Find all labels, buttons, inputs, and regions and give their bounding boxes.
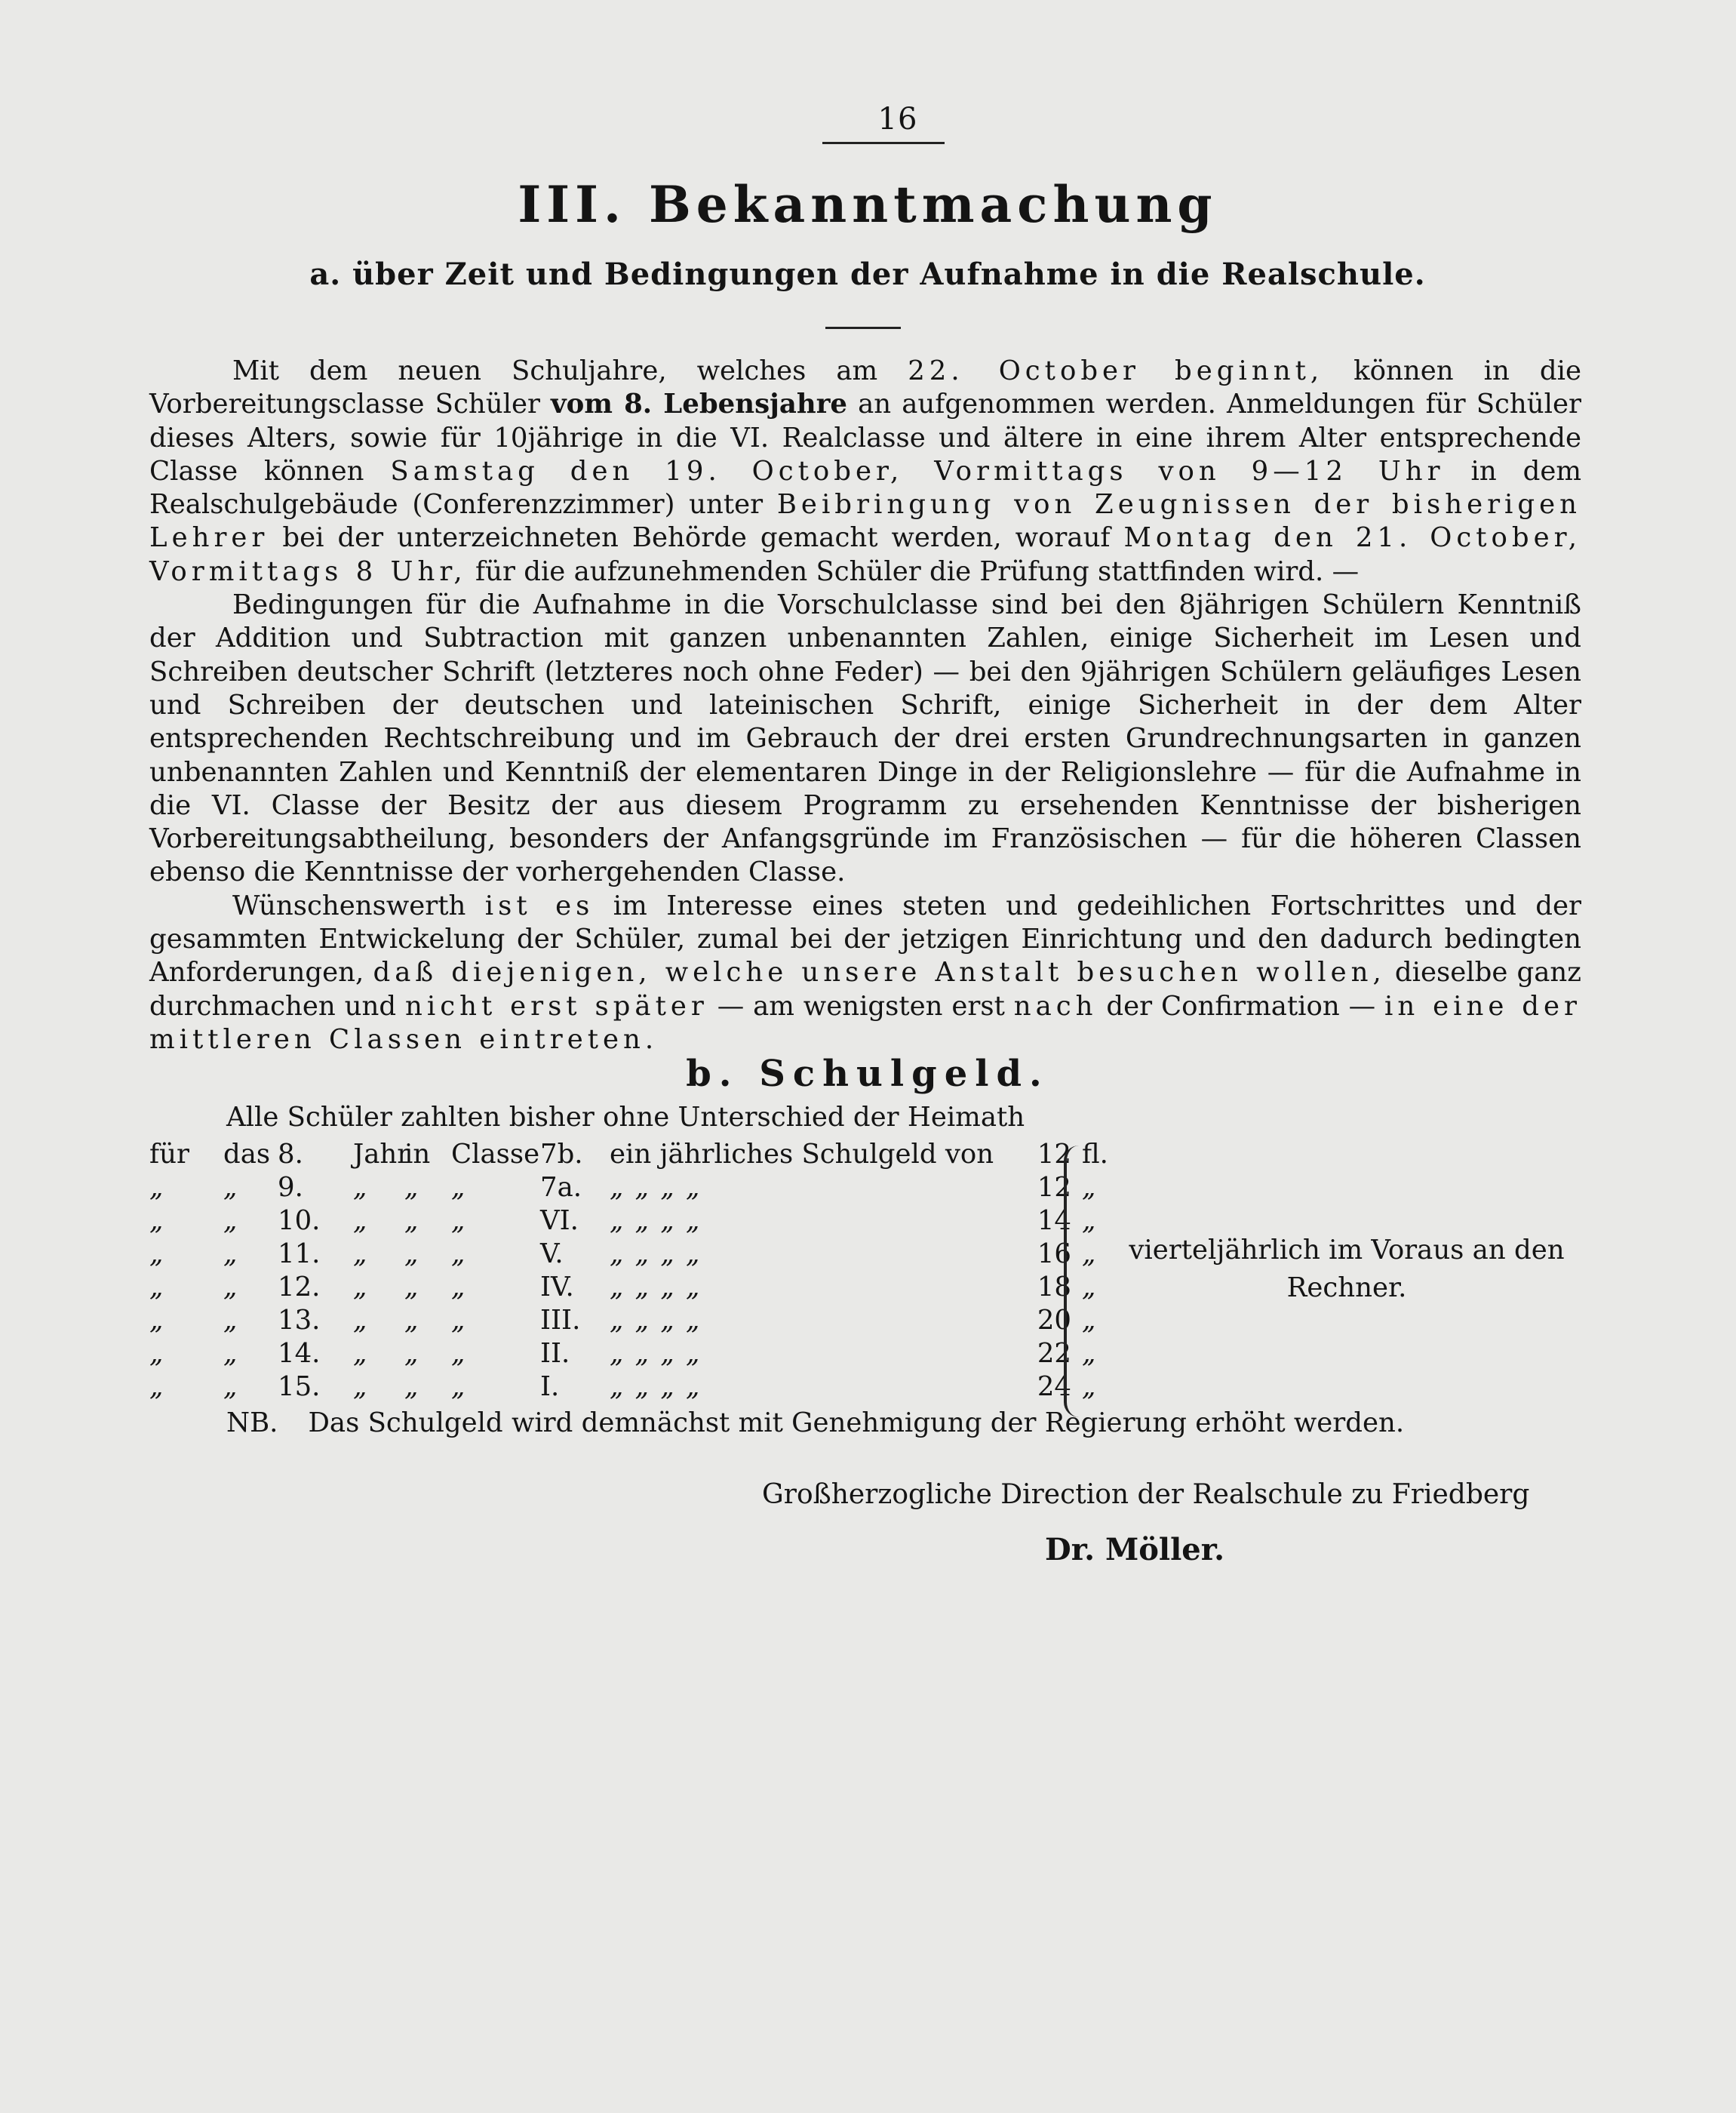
fee-row: für das 8. Jahr in Classe 7b. ein jährliches Schulgeld von 12 fl. [149,1139,1108,1170]
section-b-title: b. Schulgeld. [686,1053,1049,1095]
fee-intro: Alle Schüler zahlten bisher ohne Unterschied der Heimath [226,1102,1025,1133]
fee-row: „ „ 11. „ „ „ V. „ „ „ „ 16 „ [149,1238,1098,1269]
paragraph-admission: Mit dem neuen Schuljahre, welches am 22. October beginnt, können in die Vorbereitungsclasse Schüler vom 8. Lebensjahre an aufgenommen werden. Anmeldungen für Schüler dieses Alters, sowie für 10jährige in die VI. Realclasse und ältere in eine ihrem Alter entsprechende Classe können Samstag den 19. October, Vormittags von 9—12 Uhr in dem Realschulgebäude (Conferenzzimmer) unter Beibringung von Zeugnissen der bisherigen Lehrer bei der unterzeichneten Behörde gemacht werden, worauf Montag den 21. October, Vormittags 8 Uhr, für die aufzunehmenden Schüler die Prüfung stattfinden wird. — [149,355,1581,587]
title-divider [825,327,901,329]
fee-row: „ „ 10. „ „ „ VI. „ „ „ „ 14 „ [149,1205,1098,1236]
body-text [149,355,1581,1056]
page-number: 16 [877,102,918,137]
page-title: III. Bekanntmachung [518,175,1218,234]
section-a-subtitle: a. über Zeit und Bedingungen der Aufnahme in die Realschule. [309,257,1426,292]
page-number-rule [822,142,945,144]
nb-label: NB. [226,1407,278,1438]
fee-row: „ „ 12. „ „ „ IV. „ „ „ „ 18 „ [149,1272,1098,1303]
signature-name: Dr. Möller. [1045,1532,1225,1567]
fee-row: „ „ 14. „ „ „ II. „ „ „ „ 22 „ [149,1338,1098,1369]
signature-organization: Großherzogliche Direction der Realschule zu Friedberg [762,1479,1530,1510]
fee-row: „ „ 15. „ „ „ I. „ „ „ „ 24 „ [149,1371,1098,1402]
brace-note: vierteljährlich im Voraus an den Rechner. [1129,1235,1565,1303]
paragraph-recommendation: Wünschenswerth ist es im Interesse eines steten und gedeihlichen Fortschrittes und der gesammten Entwickelung der Schüler, zumal bei der jetzigen Einrichtung und den dadurch bedingten Anforderungen, daß diejenigen, welche unsere Anstalt besuchen wollen, dieselbe ganz durchmachen und nicht erst später — am wenigsten erst nach der Confirmation — in eine der mittleren Classen eintreten. [149,890,1581,1055]
fee-row: „ „ 13. „ „ „ III. „ „ „ „ 20 „ [149,1305,1098,1336]
fee-brace [1064,1146,1083,1417]
nb-text: Das Schulgeld wird demnächst mit Genehmigung der Regierung erhöht werden. [308,1407,1405,1438]
nb-note [226,1407,1404,1438]
paragraph-conditions: Bedingungen für die Aufnahme in die Vorschulclasse sind bei den 8jährigen Schülern Kenntniß der Addition und Subtraction mit ganzen unbenannten Zahlen, einige Sicherheit im Lesen und Schreiben deutscher Schrift (letzteres noch ohne Feder) — bei den 9jährigen Schülern geläufiges Lesen und Schreiben der deutschen und lateinischen Schrift, einige Sicherheit in der dem Alter entsprechenden Rechtschreibung und im Gebrauch der drei ersten Grundrechnungsarten in ganzen unbenannten Zahlen und Kenntniß der elementaren Dinge in der Religionslehre — für die Aufnahme in die VI. Classe der Besitz der aus diesem Programm zu ersehenden Kenntnisse der bisherigen Vorbereitungsabtheilung, besonders der Anfangsgründe im Französischen — für die höheren Classen ebenso die Kenntnisse der vorhergehenden Classe. [149,589,1581,888]
fee-table [149,1139,1153,1404]
fee-row: „ „ 9. „ „ „ 7a. „ „ „ „ 12 „ [149,1172,1098,1203]
